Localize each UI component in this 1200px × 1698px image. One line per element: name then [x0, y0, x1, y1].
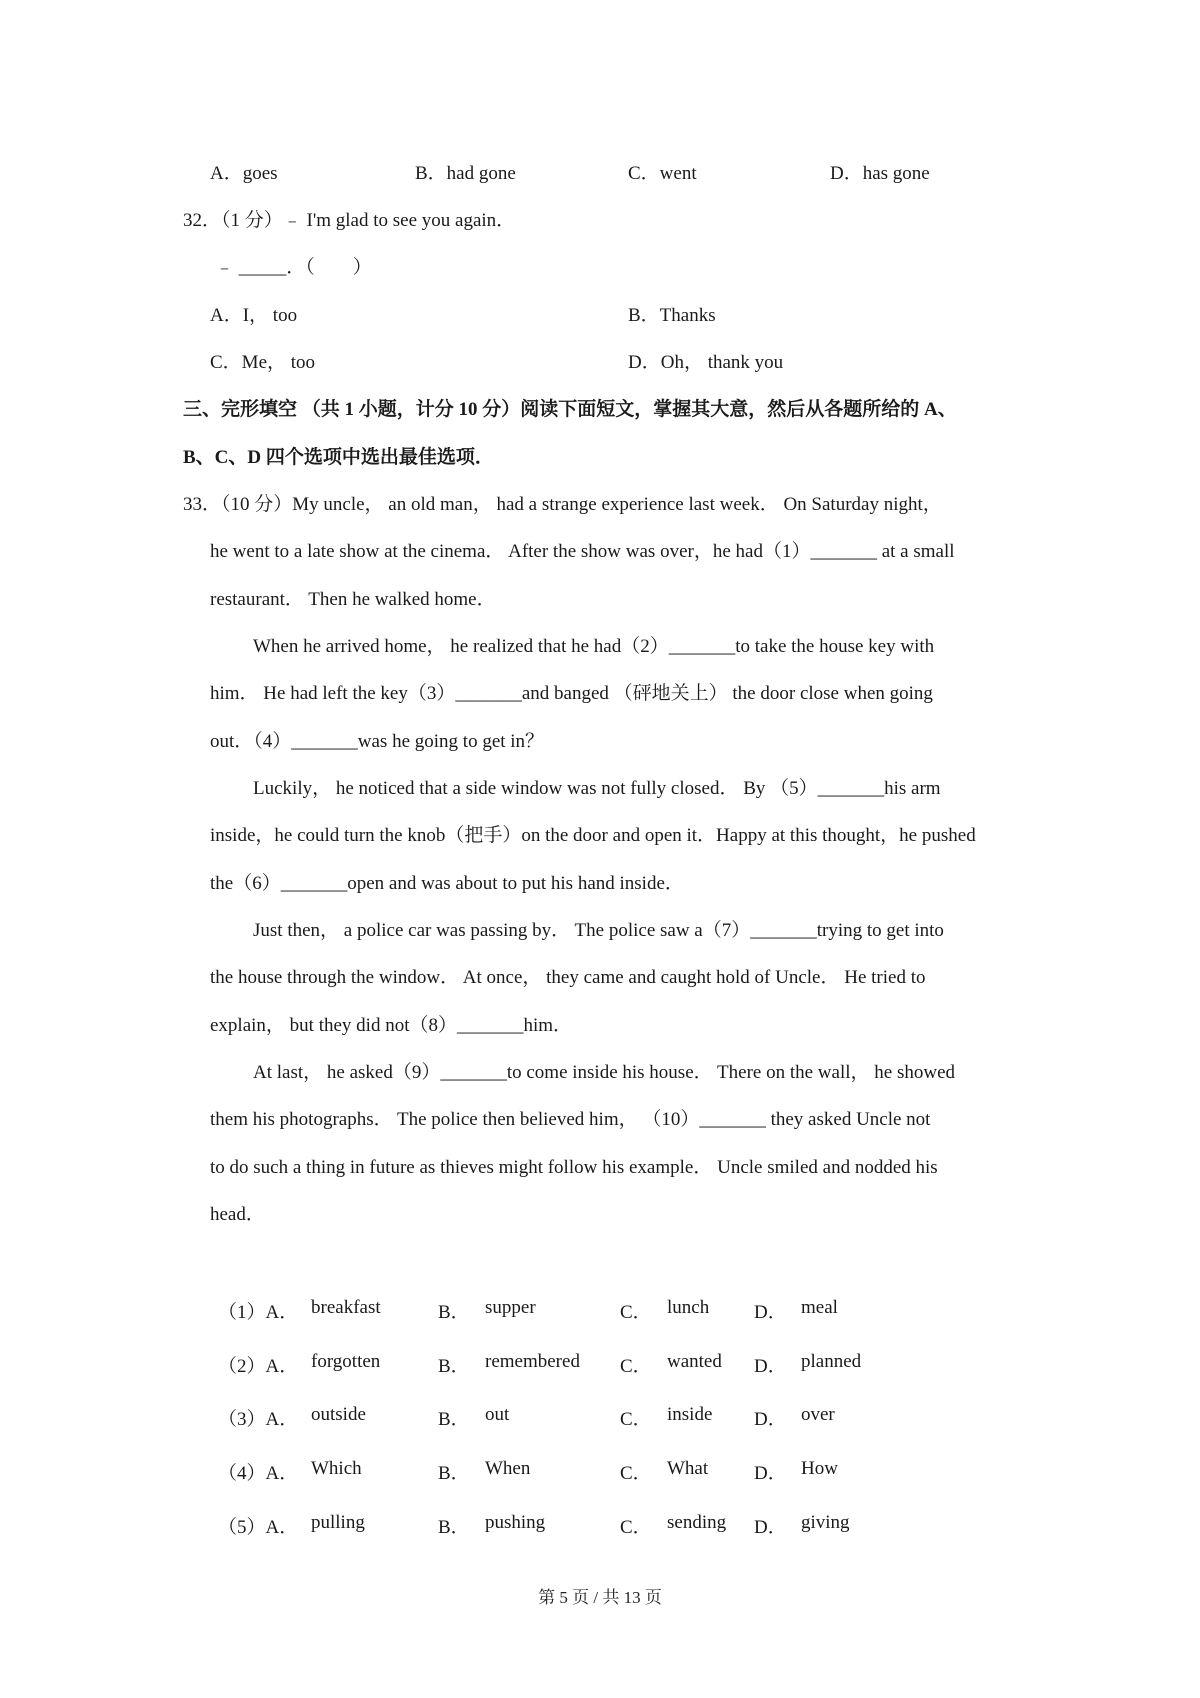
- q33-passage-line-6: out．（4）_______was he going to get in？: [210, 731, 545, 752]
- q33-passage-line-12: explain， but they did not（8）_______him．: [210, 1015, 573, 1036]
- q33-passage-line-7: Luckily， he noticed that a side window was not fully closed． By （5）_______his arm: [253, 778, 941, 799]
- q33-row4-b-label: B．: [438, 1463, 470, 1484]
- q33-row3-b-label: B．: [438, 1409, 470, 1430]
- q33-row1-num: （1）A．: [218, 1302, 299, 1323]
- q33-row2-c-label: C．: [620, 1356, 652, 1377]
- q32-option-c: C．Me， too: [210, 352, 316, 373]
- q33-row4-b: When: [485, 1458, 531, 1479]
- q33-passage-line-8: inside，he could turn the knob（把手）on the door and open it．Happy at this thought，he pushed: [210, 825, 976, 846]
- q33-row5-b-label: B．: [438, 1517, 470, 1538]
- q32-blank: ﹣ _____．（ ）: [215, 257, 372, 278]
- q33-row3-c-label: C．: [620, 1409, 652, 1430]
- q33-row1-a: breakfast: [311, 1297, 381, 1318]
- q32-option-b: B．Thanks: [628, 305, 716, 326]
- q33-row1-d: meal: [801, 1297, 838, 1318]
- q33-row1-b-label: B．: [438, 1302, 470, 1323]
- q33-row3-c: inside: [667, 1404, 713, 1425]
- q33-row2-num: （2）A．: [218, 1356, 299, 1377]
- q33-row3-d-label: D．: [754, 1409, 787, 1430]
- q31-option-b: B．had gone: [415, 163, 516, 184]
- q33-passage-line-4: When he arrived home， he realized that he had（2）_______to take the house key with: [253, 636, 935, 657]
- q33-row4-num: （4）A．: [218, 1463, 299, 1484]
- q33-row4-d-label: D．: [754, 1463, 787, 1484]
- q33-passage-line-13: At last， he asked（9）_______to come inside his house． There on the wall， he showed: [253, 1062, 955, 1083]
- q33-row2-c: wanted: [667, 1351, 722, 1372]
- q33-row4-d: How: [801, 1458, 838, 1479]
- q33-row1-b: supper: [485, 1297, 536, 1318]
- q33-row2-a: forgotten: [311, 1351, 381, 1372]
- q33-row3-b: out: [485, 1404, 510, 1425]
- q33-row4-c: What: [667, 1458, 709, 1479]
- q33-row1-d-label: D．: [754, 1302, 787, 1323]
- q33-row3-num: （3）A．: [218, 1409, 299, 1430]
- q33-row1-c: lunch: [667, 1297, 710, 1318]
- q33-row5-d-label: D．: [754, 1517, 787, 1538]
- q33-row2-d-label: D．: [754, 1356, 787, 1377]
- q31-option-d: D．has gone: [830, 163, 930, 184]
- q33-passage-line-10: Just then， a police car was passing by． The police saw a（7）_______trying to get into: [253, 920, 944, 941]
- q32-option-d: D．Oh， thank you: [628, 352, 784, 373]
- q31-option-a: A．goes: [210, 163, 278, 184]
- section3-heading-line1: 三、完形填空 （共 1 小题，计分 10 分）阅读下面短文，掌握其大意，然后从各题所给的 A、: [183, 399, 957, 420]
- q32-stem: 32．（1 分）﹣ I'm glad to see you again．: [183, 210, 516, 231]
- q33-passage-line-2: he went to a late show at the cinema． After the show was over，he had（1）_______ at a small: [210, 541, 955, 562]
- q33-row3-d: over: [801, 1404, 835, 1425]
- q33-row5-c: sending: [667, 1512, 727, 1533]
- q31-option-c: C．went: [628, 163, 697, 184]
- q33-row3-a: outside: [311, 1404, 366, 1425]
- q33-passage-line-11: the house through the window． At once， they came and caught hold of Uncle． He tried to: [210, 967, 926, 988]
- q33-row4-c-label: C．: [620, 1463, 652, 1484]
- q33-passage-line-3: restaurant． Then he walked home．: [210, 589, 496, 610]
- page-footer: 第 5 页 / 共 13 页: [538, 1588, 662, 1607]
- q32-option-a: A．I， too: [210, 305, 298, 326]
- q33-row5-c-label: C．: [620, 1517, 652, 1538]
- q33-passage-line-5: him． He had left the key（3）_______and banged （砰地关上） the door close when going: [210, 683, 933, 704]
- q33-passage-line-16: head．: [210, 1204, 265, 1225]
- q33-row2-d: planned: [801, 1351, 862, 1372]
- q33-row5-b: pushing: [485, 1512, 546, 1533]
- q33-row5-a: pulling: [311, 1512, 365, 1533]
- q33-row2-b: remembered: [485, 1351, 580, 1372]
- q33-row5-d: giving: [801, 1512, 850, 1533]
- q33-passage-line-1: 33．（10 分）My uncle， an old man， had a strange experience last week． On Saturday night，: [183, 494, 942, 515]
- section3-heading-line2: B、C、D 四个选项中选出最佳选项．: [183, 447, 494, 468]
- q33-row2-b-label: B．: [438, 1356, 470, 1377]
- q33-passage-line-14: them his photographs． The police then believed him， （10）_______ they asked Uncle not: [210, 1109, 931, 1130]
- q33-passage-line-9: the（6）_______open and was about to put his hand inside．: [210, 873, 684, 894]
- q33-row5-num: （5）A．: [218, 1517, 299, 1538]
- q33-passage-line-15: to do such a thing in future as thieves might follow his example． Uncle smiled and nodded his: [210, 1157, 938, 1178]
- q33-row1-c-label: C．: [620, 1302, 652, 1323]
- q33-row4-a: Which: [311, 1458, 362, 1479]
